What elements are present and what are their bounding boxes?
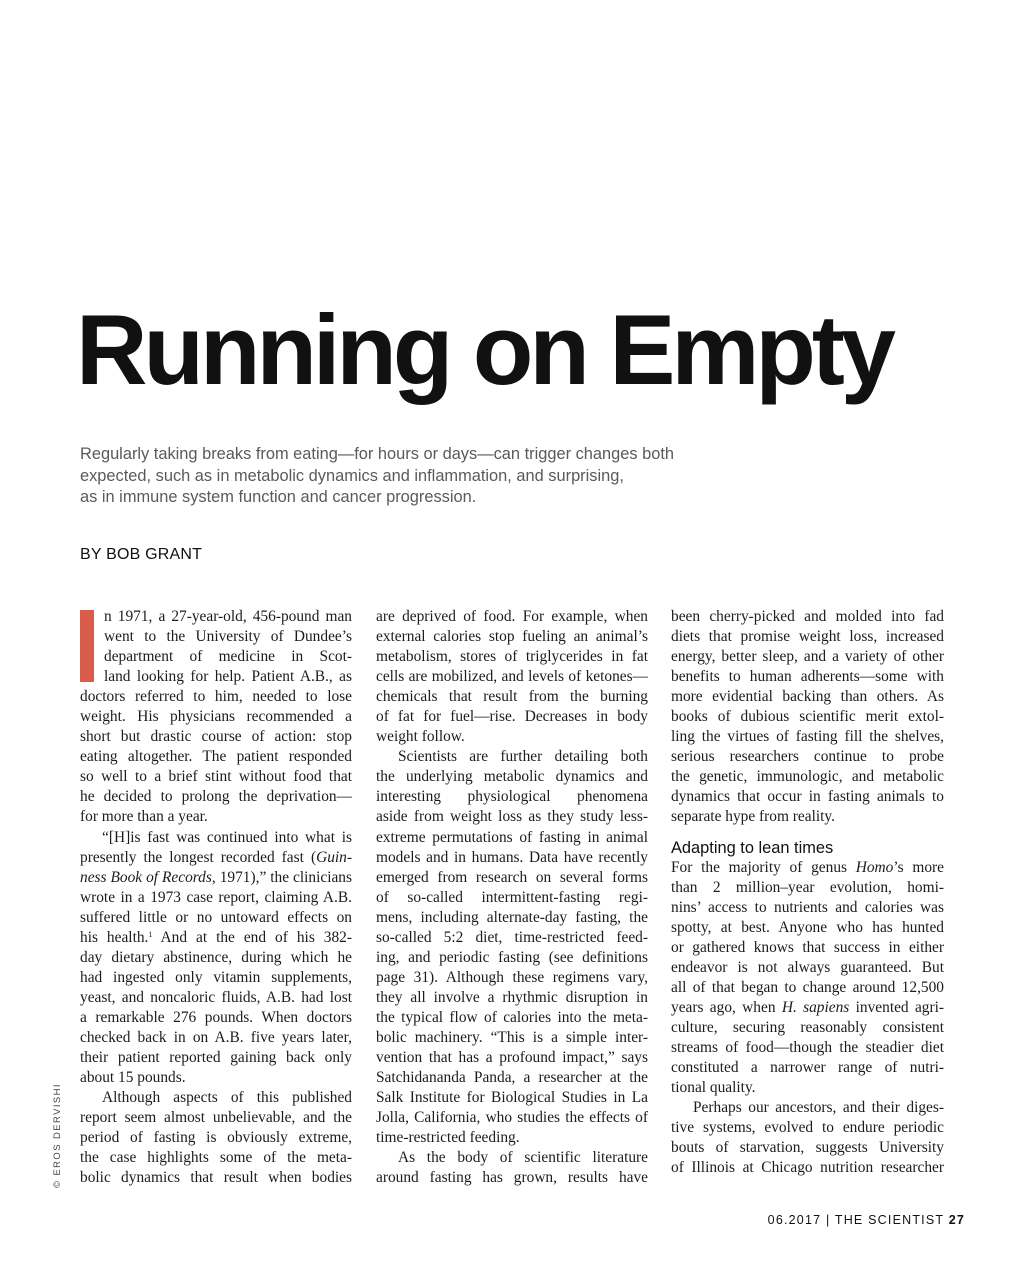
text-line: models and in humans. Data have recently — [376, 848, 648, 866]
text-line: been cherry-picked and molded into fad — [671, 608, 944, 625]
text-line: diets that promise weight loss, increased — [671, 628, 944, 646]
text-line: of so-called intermittent-fasting regi- — [376, 888, 648, 906]
text-line: n 1971, a 27-year-old, 456-pound man — [104, 608, 352, 625]
text-line: so-called 5:2 diet, time-restricted feed- — [376, 928, 648, 946]
text-line: Scientists are further detailing both — [398, 748, 648, 766]
photo-credit: © EROS DERVISHI — [52, 1083, 63, 1188]
text-line — [80, 848, 352, 868]
text-line: emerged from research on several forms — [376, 868, 648, 886]
text-line: for more than a year. — [80, 808, 208, 826]
text-line: all of that began to change around 12,500 — [671, 978, 944, 996]
body-column-1 — [80, 607, 352, 1188]
text-line: aside from weight loss as they study less- — [376, 808, 648, 826]
text-line: around fasting has grown, results have — [376, 1169, 648, 1187]
text-line: Satchidananda Panda, a researcher at the — [376, 1069, 648, 1087]
text-line: wrote in a 1973 case report, claiming A.B. — [80, 888, 352, 906]
text-line: cells are mobilized, and levels of ketones— — [376, 668, 648, 686]
text-line: benefits to human adherents—some with — [671, 668, 944, 686]
text-line: their patient reported gaining back only — [80, 1049, 352, 1067]
issue-date: 06.2017 — [767, 1213, 822, 1227]
text-line: doctors referred to him, needed to lose — [80, 688, 352, 706]
text-line: books of dubious scientific merit extol- — [671, 708, 944, 726]
text-line: mens, including alternate-day fasting, the — [376, 908, 648, 926]
text-fragment: his health. — [80, 928, 149, 946]
deck-line: expected, such as in metabolic dynamics and inflammation, and surprising, — [80, 466, 624, 485]
text-line: had ingested only vitamin supplements, — [80, 968, 352, 986]
text-line: the genetic, immunologic, and metabolic — [671, 768, 944, 786]
text-line: more evidential backing than others. As — [671, 688, 944, 706]
deck-line: Regularly taking breaks from eating—for hours or days—can trigger changes both — [80, 445, 675, 463]
italic-text: ness Book of Records — [80, 868, 212, 886]
text-line: eating altogether. The patient responded — [80, 748, 352, 766]
footnote-marker: 1 — [148, 929, 153, 939]
text-line: Perhaps our ancestors, and their diges- — [693, 1099, 944, 1117]
section-subhead: Adapting to lean times — [671, 838, 834, 857]
text-line: department of medicine in Scot- — [104, 648, 352, 666]
text-line: suffered little or no untoward effects on — [80, 908, 352, 926]
text-line: Although aspects of this published — [102, 1089, 352, 1107]
text-line: nins’ access to nutrients and calories was — [671, 898, 944, 916]
text-line: so well to a brief stint without food that — [80, 768, 352, 786]
text-line: dynamics that occur in fasting animals to — [671, 788, 944, 806]
page-number: 27 — [948, 1213, 965, 1227]
text-line: ling the virtues of fasting fill the shelves, — [671, 728, 944, 746]
italic-text: Homo — [855, 858, 894, 876]
footer-separator: | — [825, 1213, 831, 1227]
text-line: constituted a narrower range of nutri- — [671, 1058, 944, 1076]
body-column-3 — [671, 607, 944, 1178]
text-line: page 31). Although these regimens vary, — [376, 968, 648, 986]
text-line: vention that has a profound impact,” says — [376, 1049, 648, 1067]
text-line: land looking for help. Patient A.B., as — [104, 668, 352, 686]
text-line — [671, 858, 944, 878]
text-line: than 2 million–year evolution, homi- — [671, 878, 944, 896]
text-line: streams of food—though the steadier diet — [671, 1038, 944, 1056]
text-line: the case highlights some of the meta- — [80, 1149, 352, 1167]
text-line: external calories stop fueling an animal’s — [376, 628, 648, 646]
text-line: bolic dynamics that result when bodies — [80, 1169, 352, 1187]
text-line: bolic machinery. “This is a simple inter- — [376, 1028, 648, 1046]
text-line: interesting physiological phenomena — [376, 788, 648, 806]
text-line: metabolism, stores of triglycerides in fat — [376, 648, 648, 666]
text-line: As the body of scientific literature — [398, 1149, 648, 1167]
text-line: culture, securing reasonably consistent — [671, 1018, 944, 1036]
text-line: “[H]is fast was continued into what is — [102, 828, 352, 846]
text-line: report seem almost unbelievable, and the — [80, 1109, 352, 1127]
article-title: Running on Empty — [76, 294, 892, 405]
text-line: they all involve a rhythmic disruption in — [376, 988, 648, 1006]
text-fragment: ’s more — [893, 858, 944, 876]
text-line: a remarkable 276 pounds. When doctors — [80, 1008, 352, 1026]
text-line — [671, 998, 944, 1018]
text-line: he decided to prolong the deprivation— — [80, 788, 352, 806]
text-line: time-restricted feeding. — [376, 1129, 520, 1147]
text-line: are deprived of food. For example, when — [376, 608, 648, 625]
text-fragment: , 1971),” the clinicians — [211, 868, 352, 886]
text-line: period of fasting is obviously extreme, — [80, 1129, 352, 1147]
text-line: about 15 pounds. — [80, 1069, 186, 1087]
text-line: bouts of starvation, suggests University — [671, 1139, 944, 1157]
text-line: tional quality. — [671, 1079, 756, 1097]
text-fragment: presently the longest recorded fast ( — [80, 848, 317, 866]
text-line — [80, 868, 352, 888]
text-fragment: invented agri- — [849, 998, 944, 1016]
text-line: tive systems, evolved to endure periodic — [671, 1119, 944, 1137]
text-fragment: For the majority of genus — [671, 858, 856, 876]
text-line: spotty, at best. Anyone who has hunted — [671, 918, 944, 936]
deck-line: as in immune system function and cancer progression. — [80, 488, 477, 507]
text-line: separate hype from reality. — [671, 808, 835, 826]
body-column-2 — [376, 607, 648, 1188]
text-fragment: And at the end of his 382- — [152, 928, 352, 946]
text-line: of Illinois at Chicago nutrition researcher — [671, 1159, 944, 1177]
text-fragment: years ago, when — [671, 998, 782, 1016]
text-line: short but drastic course of action: stop — [80, 728, 352, 746]
section-spacer — [671, 828, 944, 838]
text-line: chemicals that result from the burning — [376, 688, 648, 706]
text-line: ing, and periodic fasting (see definitions — [376, 948, 648, 966]
text-line: Jolla, California, who studies the effects of — [376, 1109, 648, 1127]
italic-text: H. sapiens — [781, 998, 850, 1016]
text-line: went to the University of Dundee’s — [104, 628, 352, 646]
text-line: checked back in on A.B. five years later, — [80, 1028, 352, 1046]
magazine-name: THE SCIENTIST — [834, 1213, 944, 1227]
text-line: serious researchers continue to probe — [671, 748, 944, 766]
article-deck — [80, 444, 780, 509]
text-line: extreme permutations of fasting in animal — [376, 828, 648, 846]
text-line: Salk Institute for Biological Studies in La — [376, 1089, 648, 1107]
text-line: weight follow. — [376, 728, 465, 746]
text-line: yeast, and noncaloric fluids, A.B. had lost — [80, 988, 352, 1006]
text-line: or gathered knows that success in either — [671, 938, 944, 956]
text-line — [80, 928, 352, 948]
text-line: the typical flow of calories into the meta- — [376, 1008, 648, 1026]
italic-text: Guin- — [316, 848, 352, 866]
text-line: the underlying metabolic dynamics and — [376, 768, 648, 786]
text-line: energy, better sleep, and a variety of other — [671, 648, 944, 666]
page-footer — [768, 1213, 965, 1227]
text-line: weight. His physicians recommended a — [80, 708, 352, 726]
text-line: of fat for fuel—rise. Decreases in body — [376, 708, 648, 726]
text-line: day dietary abstinence, during which he — [80, 948, 352, 966]
text-line: endeavor is not always guaranteed. But — [671, 958, 944, 976]
byline: BY BOB GRANT — [80, 546, 203, 563]
